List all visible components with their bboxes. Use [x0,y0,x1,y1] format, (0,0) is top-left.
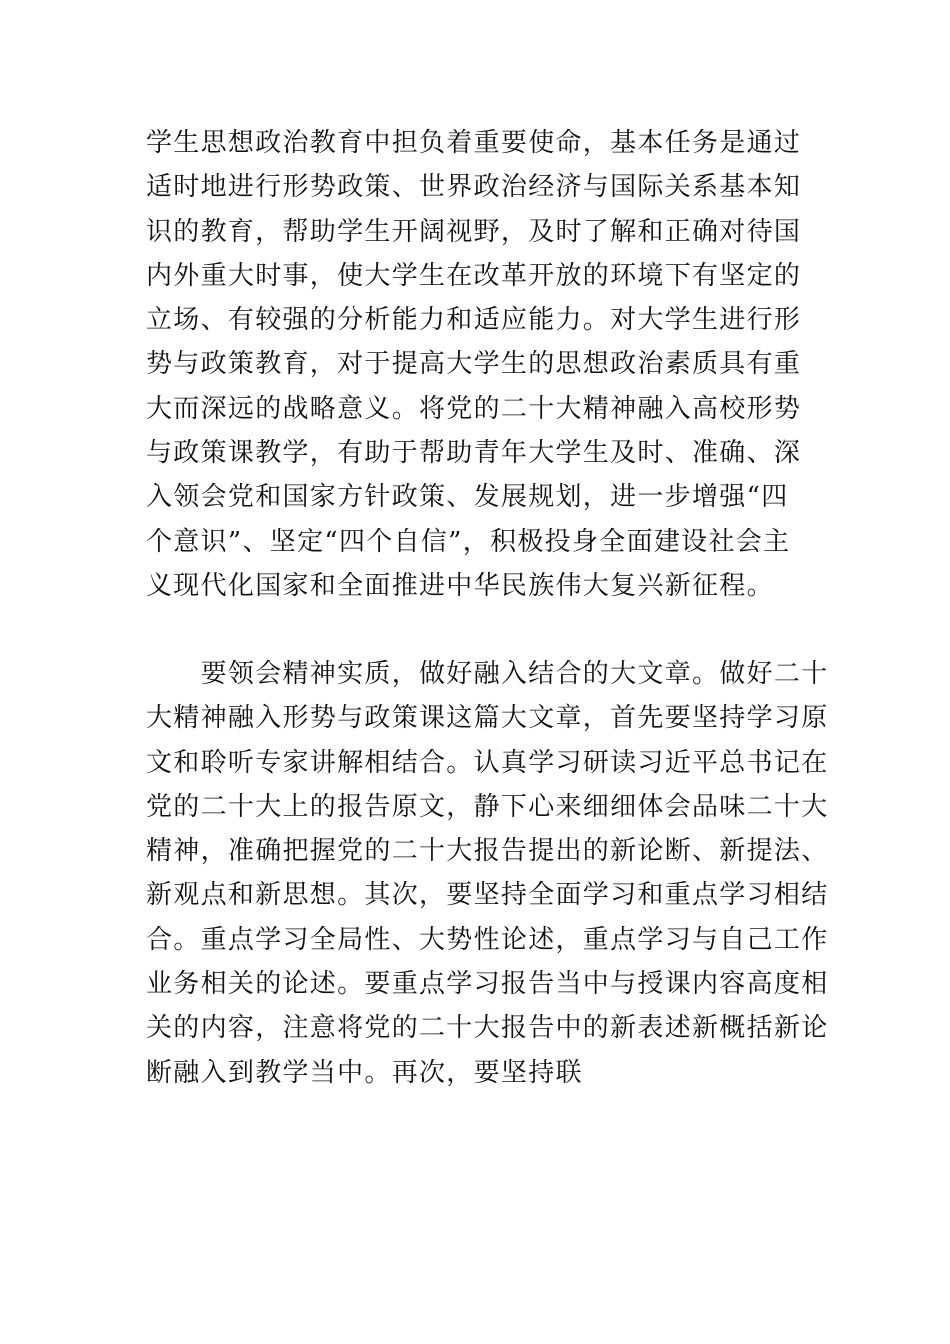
text-line: 精神，准确把握党的二十大报告提出的新论断、新提法、 [146,836,829,867]
text-line: 内外重大时事，使大学生在改革开放的环境下有坚定的 [146,260,802,291]
text-line: 义现代化国家和全面推进中华民族伟大复兴新征程。 [146,570,774,601]
text-line: 个意识”、坚定“四个自信”，积极投身全面建设社会主 [146,526,791,557]
text-line: 识的教育，帮助学生开阔视野，及时了解和正确对待国 [146,216,802,247]
text-line: 文和聆听专家讲解相结合。认真学习研读习近平总书记在 [146,747,829,778]
text-line: 合。重点学习全局性、大势性论述，重点学习与自己工作 [146,924,829,955]
text-line: 新观点和新思想。其次，要坚持全面学习和重点学习相结 [146,880,829,911]
text-line: 断融入到教学当中。再次，要坚持联 [146,1057,583,1088]
text-line: 势与政策教育，对于提高大学生的思想政治素质具有重 [146,349,802,380]
text-line: 大精神融入形势与政策课这篇大文章，首先要坚持学习原 [146,703,829,734]
paragraph-2 [146,652,836,1095]
text-line: 学生思想政治教育中担负着重要使命，基本任务是通过 [146,128,802,158]
text-line: 入领会党和国家方针政策、发展规划，进一步增强“四 [146,482,789,513]
text-line: 关的内容，注意将党的二十大报告中的新表述新概括新论 [146,1013,829,1044]
text-line: 立场、有较强的分析能力和适应能力。对大学生进行形 [146,305,802,336]
text-line: 党的二十大上的报告原文，静下心来细细体会品味二十大 [146,791,829,822]
text-line: 业务相关的论述。要重点学习报告当中与授课内容高度相 [146,969,829,1000]
text-line: 与政策课教学，有助于帮助青年大学生及时、准确、深 [146,438,802,469]
text-line: 适时地进行形势政策、世界政治经济与国际关系基本知 [146,172,802,203]
text-line: 要领会精神实质，做好融入结合的大文章。做好二十 [146,659,829,689]
text-line: 大而深远的战略意义。将党的二十大精神融入高校形势 [146,393,802,424]
paragraph-1 [146,121,836,608]
